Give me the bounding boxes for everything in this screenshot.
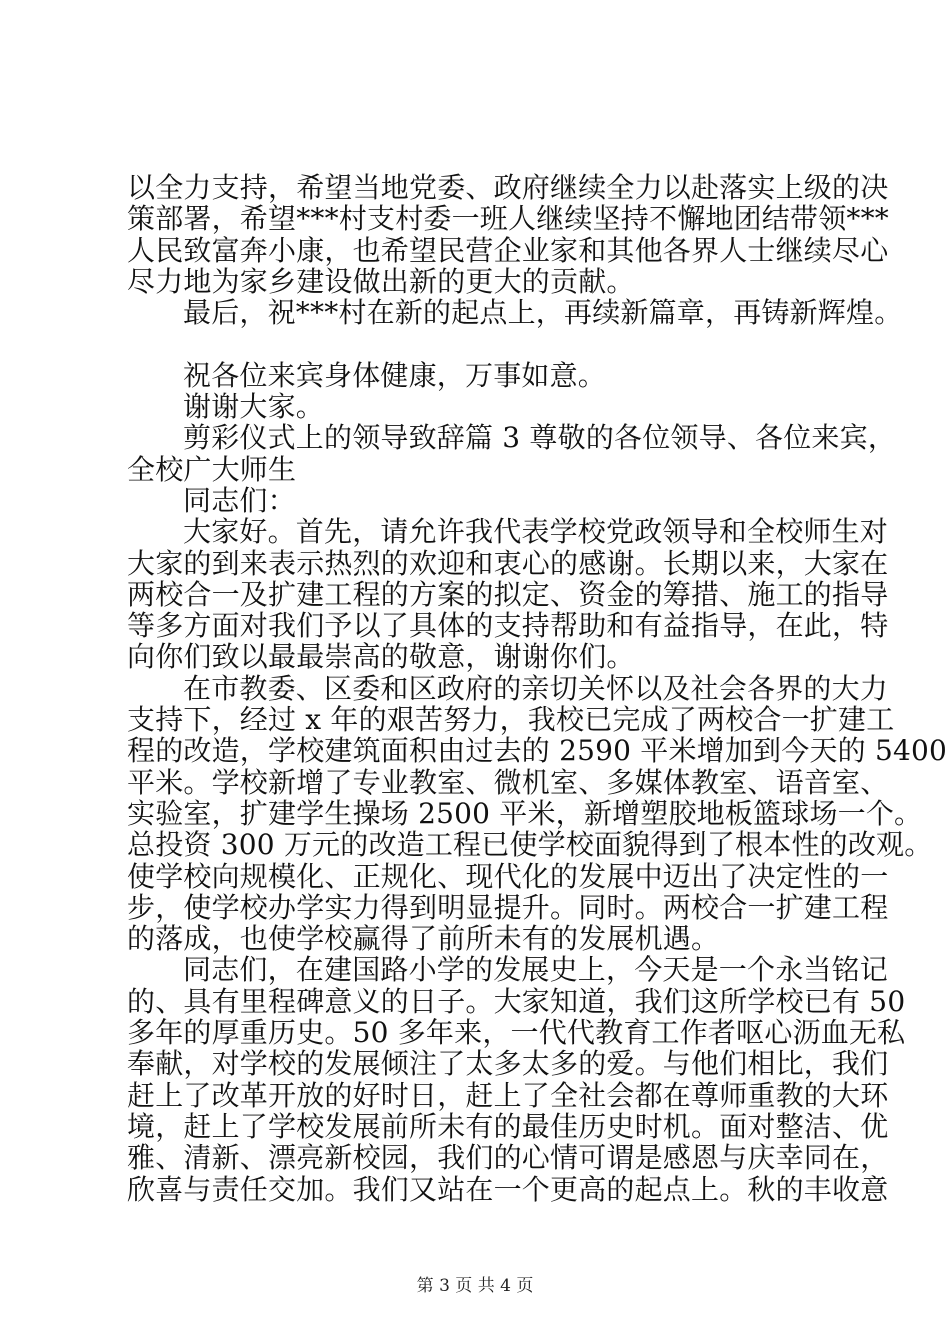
text-line: 祝各位来宾身体健康，万事如意。 [183, 358, 607, 392]
text-line: 全校广大师生 [127, 452, 297, 486]
text-line: 在市教委、区委和区政府的亲切关怀以及社会各界的大力 [183, 671, 889, 705]
text-line: 剪彩仪式上的领导致辞篇 3 尊敬的各位领导、各位来宾， [183, 421, 897, 455]
text-line: 同志们： [183, 483, 296, 517]
text-line: 人民致富奔小康，也希望民营企业家和其他各界人士继续尽心 [127, 233, 889, 267]
text-line: 同志们，在建国路小学的发展史上，今天是一个永当铭记 [183, 953, 889, 987]
text-line: 雅、清新、漂亮新校园，我们的心情可谓是感恩与庆幸同在， [127, 1141, 889, 1175]
text-line: 境，赶上了学校发展前所未有的最佳历史时机。面对整洁、优 [127, 1109, 889, 1143]
text-line: 大家好。首先，请允许我代表学校党政领导和全校师生对 [183, 515, 889, 549]
text-line: 的落成，也使学校赢得了前所未有的发展机遇。 [127, 922, 720, 956]
text-line: 的、具有里程碑意义的日子。大家知道，我们这所学校已有 50 [127, 984, 906, 1018]
text-line: 最后，祝***村在新的起点上，再续新篇章，再铸新辉煌。 [183, 296, 903, 330]
text-line: 谢谢大家。 [183, 390, 325, 424]
text-line: 欣喜与责任交加。我们又站在一个更高的起点上。秋的丰收意 [127, 1172, 889, 1206]
text-line: 以全力支持，希望当地党委、政府继续全力以赴落实上级的决 [127, 171, 889, 204]
text-line: 赶上了改革开放的好时日，赶上了全社会都在尊师重教的大环 [127, 1078, 889, 1112]
text-line: 奉献，对学校的发展倾注了太多太多的爱。与他们相比，我们 [127, 1047, 889, 1081]
text-line: 两校合一及扩建工程的方案的拟定、资金的筹措、施工的指导 [127, 577, 889, 611]
text-line: 大家的到来表示热烈的欢迎和衷心的感谢。长期以来，大家在 [127, 546, 889, 580]
text-line: 实验室，扩建学生操场 2500 平米，新增塑胶地板篮球场一个。 [127, 796, 923, 830]
text-line: 总投资 300 万元的改造工程已使学校面貌得到了根本性的改观。 [127, 828, 933, 862]
text-line: 等多方面对我们予以了具体的支持帮助和有益指导，在此，特 [127, 609, 889, 643]
text-line: 向你们致以最最崇高的敬意，谢谢你们。 [127, 640, 635, 674]
page-footer: 第 3 页 共 4 页 [416, 1276, 534, 1296]
text-line: 多年的厚重历史。50 多年来，一代代教育工作者呕心沥血无私 [127, 1016, 906, 1050]
text-line: 平米。学校新增了专业教室、微机室、多媒体教室、语音室、 [127, 765, 889, 799]
text-line: 程的改造，学校建筑面积由过去的 2590 平米增加到今天的 5400 [127, 734, 948, 768]
text-line: 策部署，希望***村支村委一班人继续坚持不懈地团结带领*** [127, 202, 890, 236]
text-line: 步，使学校办学实力得到明显提升。同时。两校合一扩建工程 [127, 890, 889, 924]
text-line: 使学校向规模化、正规化、现代化的发展中迈出了决定性的一 [127, 859, 889, 893]
document-body [127, 171, 948, 1206]
blank-line [127, 328, 827, 359]
text-line: 支持下，经过 x 年的艰苦努力，我校已完成了两校合一扩建工 [127, 703, 895, 737]
text-line: 尽力地为家乡建设做出新的更大的贡献。 [127, 264, 635, 298]
